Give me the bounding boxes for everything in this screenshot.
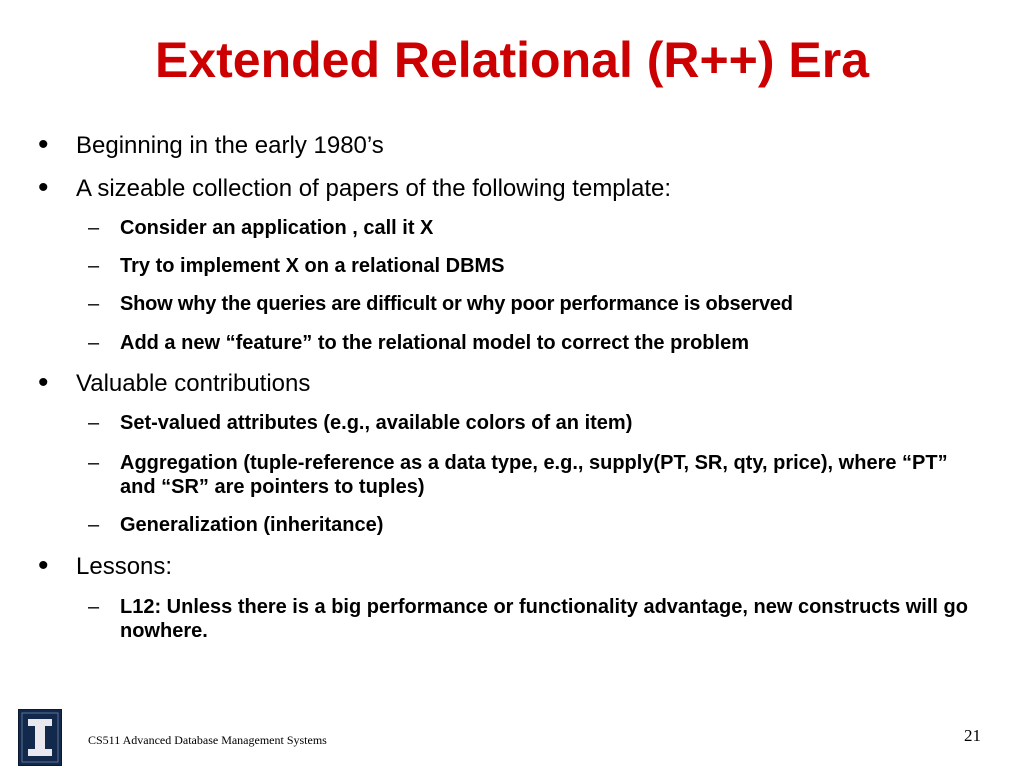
- bullet-marker: •: [38, 171, 49, 204]
- sub-bullet-text: Show why the queries are difficult or why poor performance is observed: [120, 293, 793, 315]
- slide-title: Extended Relational (R++) Era: [154, 32, 870, 88]
- sub-bullet-text: L12: Unless there is a big performance or functionality advantage, new constructs will go nowhere.: [120, 596, 968, 642]
- sub-bullet-text: Set-valued attributes (e.g., available colors of an item): [120, 412, 633, 434]
- bullet-text: Lessons:: [76, 553, 173, 580]
- sub-bullet-text: Generalization (inheritance): [120, 514, 384, 536]
- sub-bullet-text: Try to implement X on a relational DBMS: [120, 255, 505, 277]
- dash-marker: –: [88, 332, 100, 354]
- bullet-text: Beginning in the early 1980’s: [76, 132, 384, 159]
- dash-marker: –: [88, 412, 100, 434]
- dash-marker: –: [88, 514, 100, 536]
- dash-marker: –: [88, 596, 100, 618]
- sub-bullet-text: Add a new “feature” to the relational model to correct the problem: [120, 332, 749, 354]
- dash-marker: –: [88, 452, 100, 474]
- sub-bullet-text: Consider an application , call it X: [120, 217, 434, 239]
- bullet-marker: •: [38, 128, 49, 161]
- university-logo-icon: [18, 709, 62, 766]
- dash-marker: –: [88, 293, 100, 315]
- dash-marker: –: [88, 217, 100, 239]
- bullet-marker: •: [38, 366, 49, 399]
- bullet-text: A sizeable collection of papers of the following template:: [76, 175, 672, 202]
- bullet-text: Valuable contributions: [76, 370, 311, 397]
- bullet-marker: •: [38, 549, 49, 582]
- page-number: 21: [964, 726, 981, 745]
- dash-marker: –: [88, 255, 100, 277]
- footer-course-name: CS511 Advanced Database Management Systems: [88, 733, 327, 747]
- sub-bullet-text: Aggregation (tuple-reference as a data type, e.g., supply(PT, SR, qty, price), where “PT” and “SR” are pointers to tuples): [120, 452, 948, 498]
- block-i-icon: [19, 710, 61, 765]
